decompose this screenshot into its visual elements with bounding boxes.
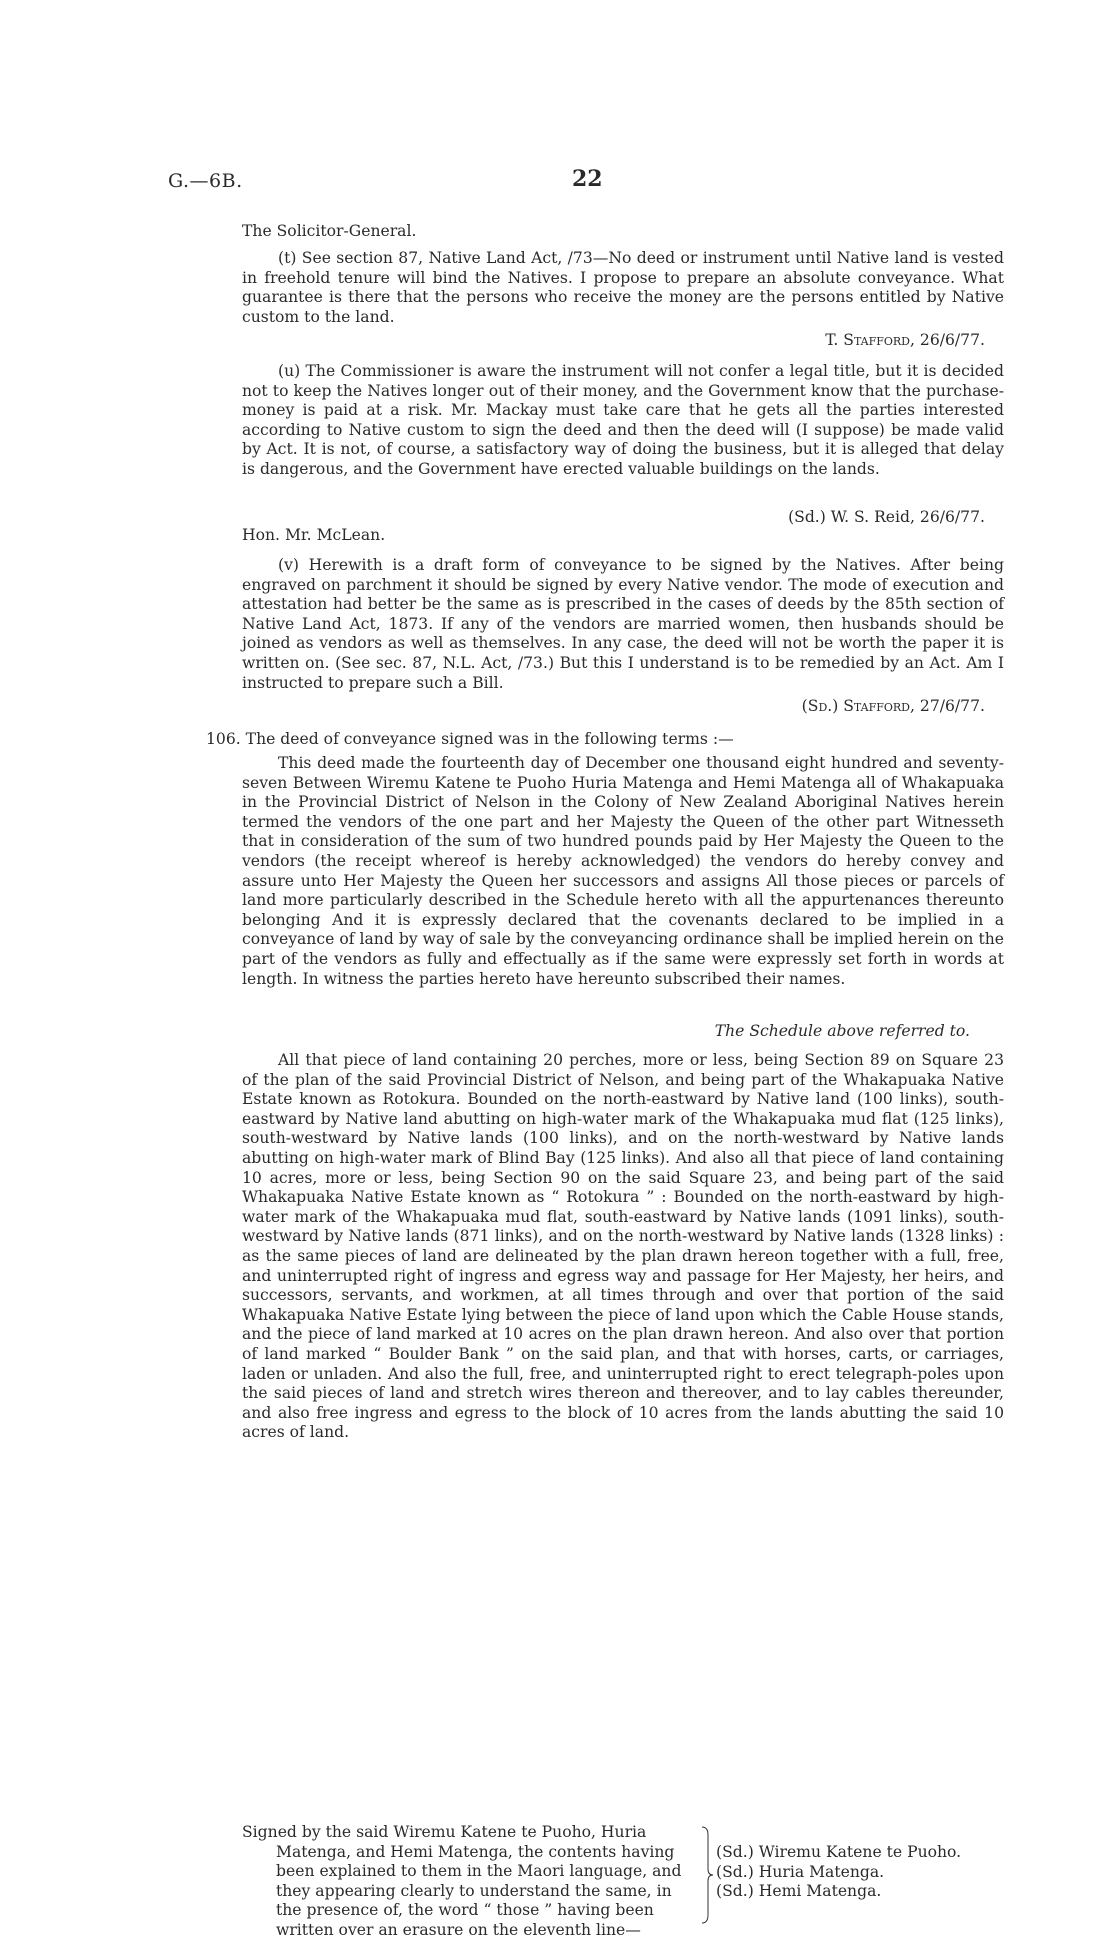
signer-line: (Sd.) Wiremu Katene te Puoho.	[716, 1843, 962, 1861]
deed-text: This deed made the fourteenth day of December one thousand eight hundred and seventy-seven Between Wiremu Katene te Puoho Huria Matenga and Hemi Matenga all of Whakapuaka in the Provincial District of Nelson in the Colony of New Zealand Aboriginal Natives herein termed the vendors of the one part and her Majesty the Queen of the other part Witnesseth that in consideration of the sum of two hundred pounds paid by Her Majesty the Queen to the vendors (the receipt whereof is hereby acknowledged) the vendors do hereby convey and assure unto Her Majesty the Queen her successors and assigns All those pieces or parcels of land more particularly described in the Schedule hereto with all the appurtenances thereunto belonging And it is expressly declared that the covenants declared to be implied in a conveyance of land by way of sale by the conveyancing ordinance shall be implied herein on the part of the vendors as fully and effectually as if the same were expressly set forth in words at length. In witness the parties hereto have hereunto subscribed their names.	[242, 754, 1004, 988]
note-u-signature: (Sd.) W. S. Reid, 26/6/77.	[788, 508, 985, 526]
note-t-signature: T. Stafford, 26/6/77.	[825, 331, 985, 349]
attestation-line: the presence of, the word “ those ” having been	[276, 1901, 654, 1920]
attestation-line: Matenga, and Hemi Matenga, the contents having	[276, 1842, 675, 1861]
signer-line: (Sd.) Hemi Matenga.	[716, 1882, 882, 1901]
note-v: (v) Herewith is a draft form of conveyance to be signed by the Natives. After being engraved on parchment it should be signed by every Native vendor. The mode of execution and attestation had better be the same as is prescribed in the cases of deeds by the 85th section of Native Land Act, 1873. If any of the vendors are married women, then husbands should be joined as vendors as well as themselves. In any case, the deed will not be worth the paper it is written on. (See sec. 87, N.L. Act, /73.) But this I understand is to be remedied by an Act. Am I instructed to prepare such a Bill.	[242, 556, 1004, 692]
addressee-mclean: Hon. Mr. McLean.	[242, 526, 386, 544]
attestation-line: Signed by the said Wiremu Katene te Puoho, Huria	[242, 1823, 647, 1841]
series-code: G.—6B.	[168, 170, 243, 192]
attestation-line: they appearing clearly to understand the same, in	[276, 1881, 672, 1900]
page-number: 22	[572, 166, 603, 192]
note-v-signature: (Sd.) Stafford, 27/6/77.	[801, 697, 985, 715]
schedule-text: All that piece of land containing 20 perches, more or less, being Section 89 on Square 23 of the plan of the said Provincial District of Nelson, and being part of the Whakapuaka Native Estate known as Rotokura. Bounded on the north-eastward by Native land (100 links), south-eastward by Native land abutting on high-water mark of the Whakapuaka mud flat (125 links), south-westward by Native lands (100 links), and on the north-westward by Native lands abutting on high-water mark of Blind Bay (125 links). And also all that piece of land containing 10 acres, more or less, being Section 90 on the said Square 23, and being part of the said Whakapuaka Native Estate known as “ Rotokura ” : Bounded on the north-eastward by high-water mark of the Whakapuaka mud flat, south-eastward by Native lands (1091 links), south-westward by Native lands (871 links), and on the north-westward by Native lands (1328 links) : as the same pieces of land are delineated by the plan drawn hereon together with a full, free, and uninterrupted right of ingress and egress way and passage for Her Majesty, her heirs, and successors, servants, and workmen, at all times through and over that portion of the said Whakapuaka Native Estate lying between the piece of land upon which the Cable House stands, and the piece of land marked at 10 acres on the plan drawn hereon. And also over that portion of land marked “ Boulder Bank ” on the said plan, and that with horses, carts, or carriages, laden or unladen. And also the full, free, and uninterrupted right to erect telegraph-poles upon the said pieces of land and stretch wires thereon and thereover, and to lay cables thereunder, and also free ingress and egress to the block of 10 acres from the lands abutting the said 10 acres of land.	[242, 1051, 1004, 1442]
signers-block	[716, 1843, 961, 1902]
section-106-heading: 106. The deed of conveyance signed was in the following terms :—	[206, 730, 734, 748]
curly-brace	[700, 1825, 714, 1925]
note-t: (t) See section 87, Native Land Act, /73—No deed or instrument until Native land is vested in freehold tenure will bind the Natives. I propose to prepare an absolute conveyance. What guarantee is there that the persons who receive the money are the persons entitled by Native custom to the land.	[242, 249, 1004, 326]
schedule-heading: The Schedule above referred to.	[714, 1022, 970, 1040]
note-u: (u) The Commissioner is aware the instrument will not confer a legal title, but it is decided not to keep the Natives longer out of their money, and the Government know that the purchase-money is paid at a risk. Mr. Mackay must take care that he gets all the parties interested according to Native custom to sign the deed and then the deed will (I suppose) be made valid by Act. It is not, of course, a satisfactory way of doing the business, but it is alleged that delay is dangerous, and the Government have erected valuable buildings on the lands.	[242, 362, 1004, 478]
attestation-clause	[242, 1823, 704, 1941]
addressee-solicitor-general: The Solicitor-General.	[242, 222, 417, 240]
attestation-line: been explained to them in the Maori language, and	[276, 1862, 682, 1881]
attestation-line: written over an erasure on the eleventh line—	[276, 1920, 641, 1939]
signer-line: (Sd.) Huria Matenga.	[716, 1862, 885, 1881]
